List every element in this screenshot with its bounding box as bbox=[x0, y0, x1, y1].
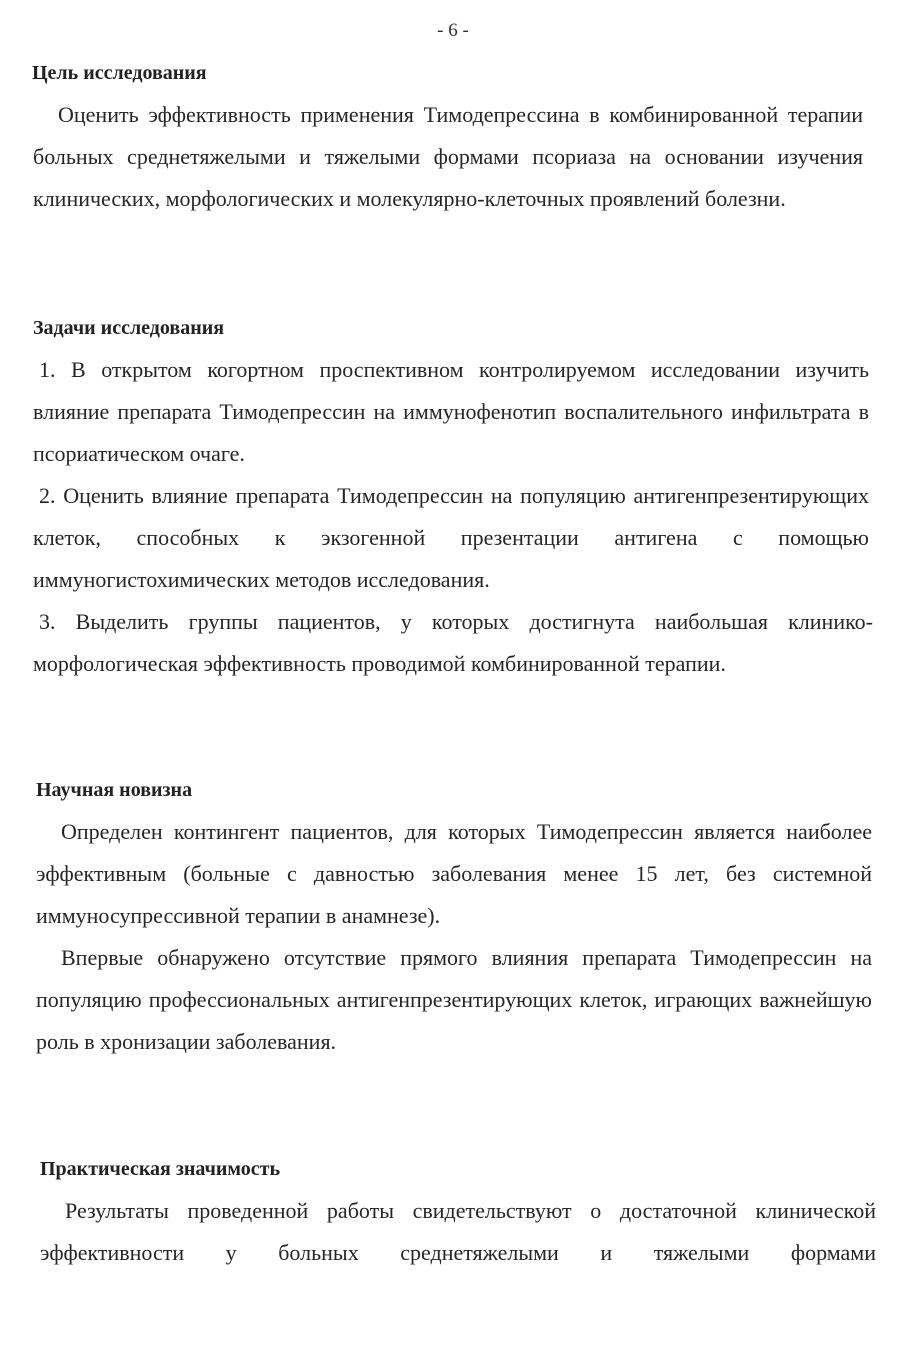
goal-heading: Цель исследования bbox=[32, 62, 207, 84]
practical-paragraph: Результаты проведенной работы свидетельствуют о достаточной клинической эффективности у больных среднетяжелыми и тяжелыми формами bbox=[40, 1198, 876, 1265]
task-item-1: 1. В открытом когортном проспективном контролируемом исследовании изучить влияние препарата Тимодепрессин на иммунофенотип воспалительного инфильтрата в псориатическом очаге. bbox=[33, 357, 869, 466]
novelty-paragraph-1: Определен контингент пациентов, для которых Тимодепрессин является наиболее эффективным (больные с давностью заболевания менее 15 лет, без системной иммуносупрессивной терапии в анамнезе). bbox=[36, 819, 872, 928]
task-item-2: 2. Оценить влияние препарата Тимодепрессин на популяцию антигенпрезентирующих клеток, способных к экзогенной презентации антигена с помощью иммуногистохимических методов исследования. bbox=[33, 483, 869, 592]
page-number: - 6 - bbox=[437, 20, 469, 41]
novelty-paragraph-2: Впервые обнаружено отсутствие прямого влияния препарата Тимодепрессин на популяцию профессиональных антигенпрезентирующих клеток, играющих важнейшую роль в хронизации заболевания. bbox=[36, 945, 872, 1054]
goal-paragraph: Оценить эффективность применения Тимодепрессина в комбинированной терапии больных среднетяжелыми и тяжелыми формами псориаза на основании изучения клинических, морфологических и молекулярно-клеточных проявлений болезни. bbox=[33, 102, 863, 211]
tasks-heading: Задачи исследования bbox=[33, 317, 225, 339]
practical-heading: Практическая значимость bbox=[40, 1158, 281, 1180]
novelty-heading: Научная новизна bbox=[36, 779, 193, 801]
task-item-3: 3. Выделить группы пациентов, у которых достигнута наибольшая клинико-морфологическая эффективность проводимой комбинированной терапии. bbox=[33, 609, 873, 676]
